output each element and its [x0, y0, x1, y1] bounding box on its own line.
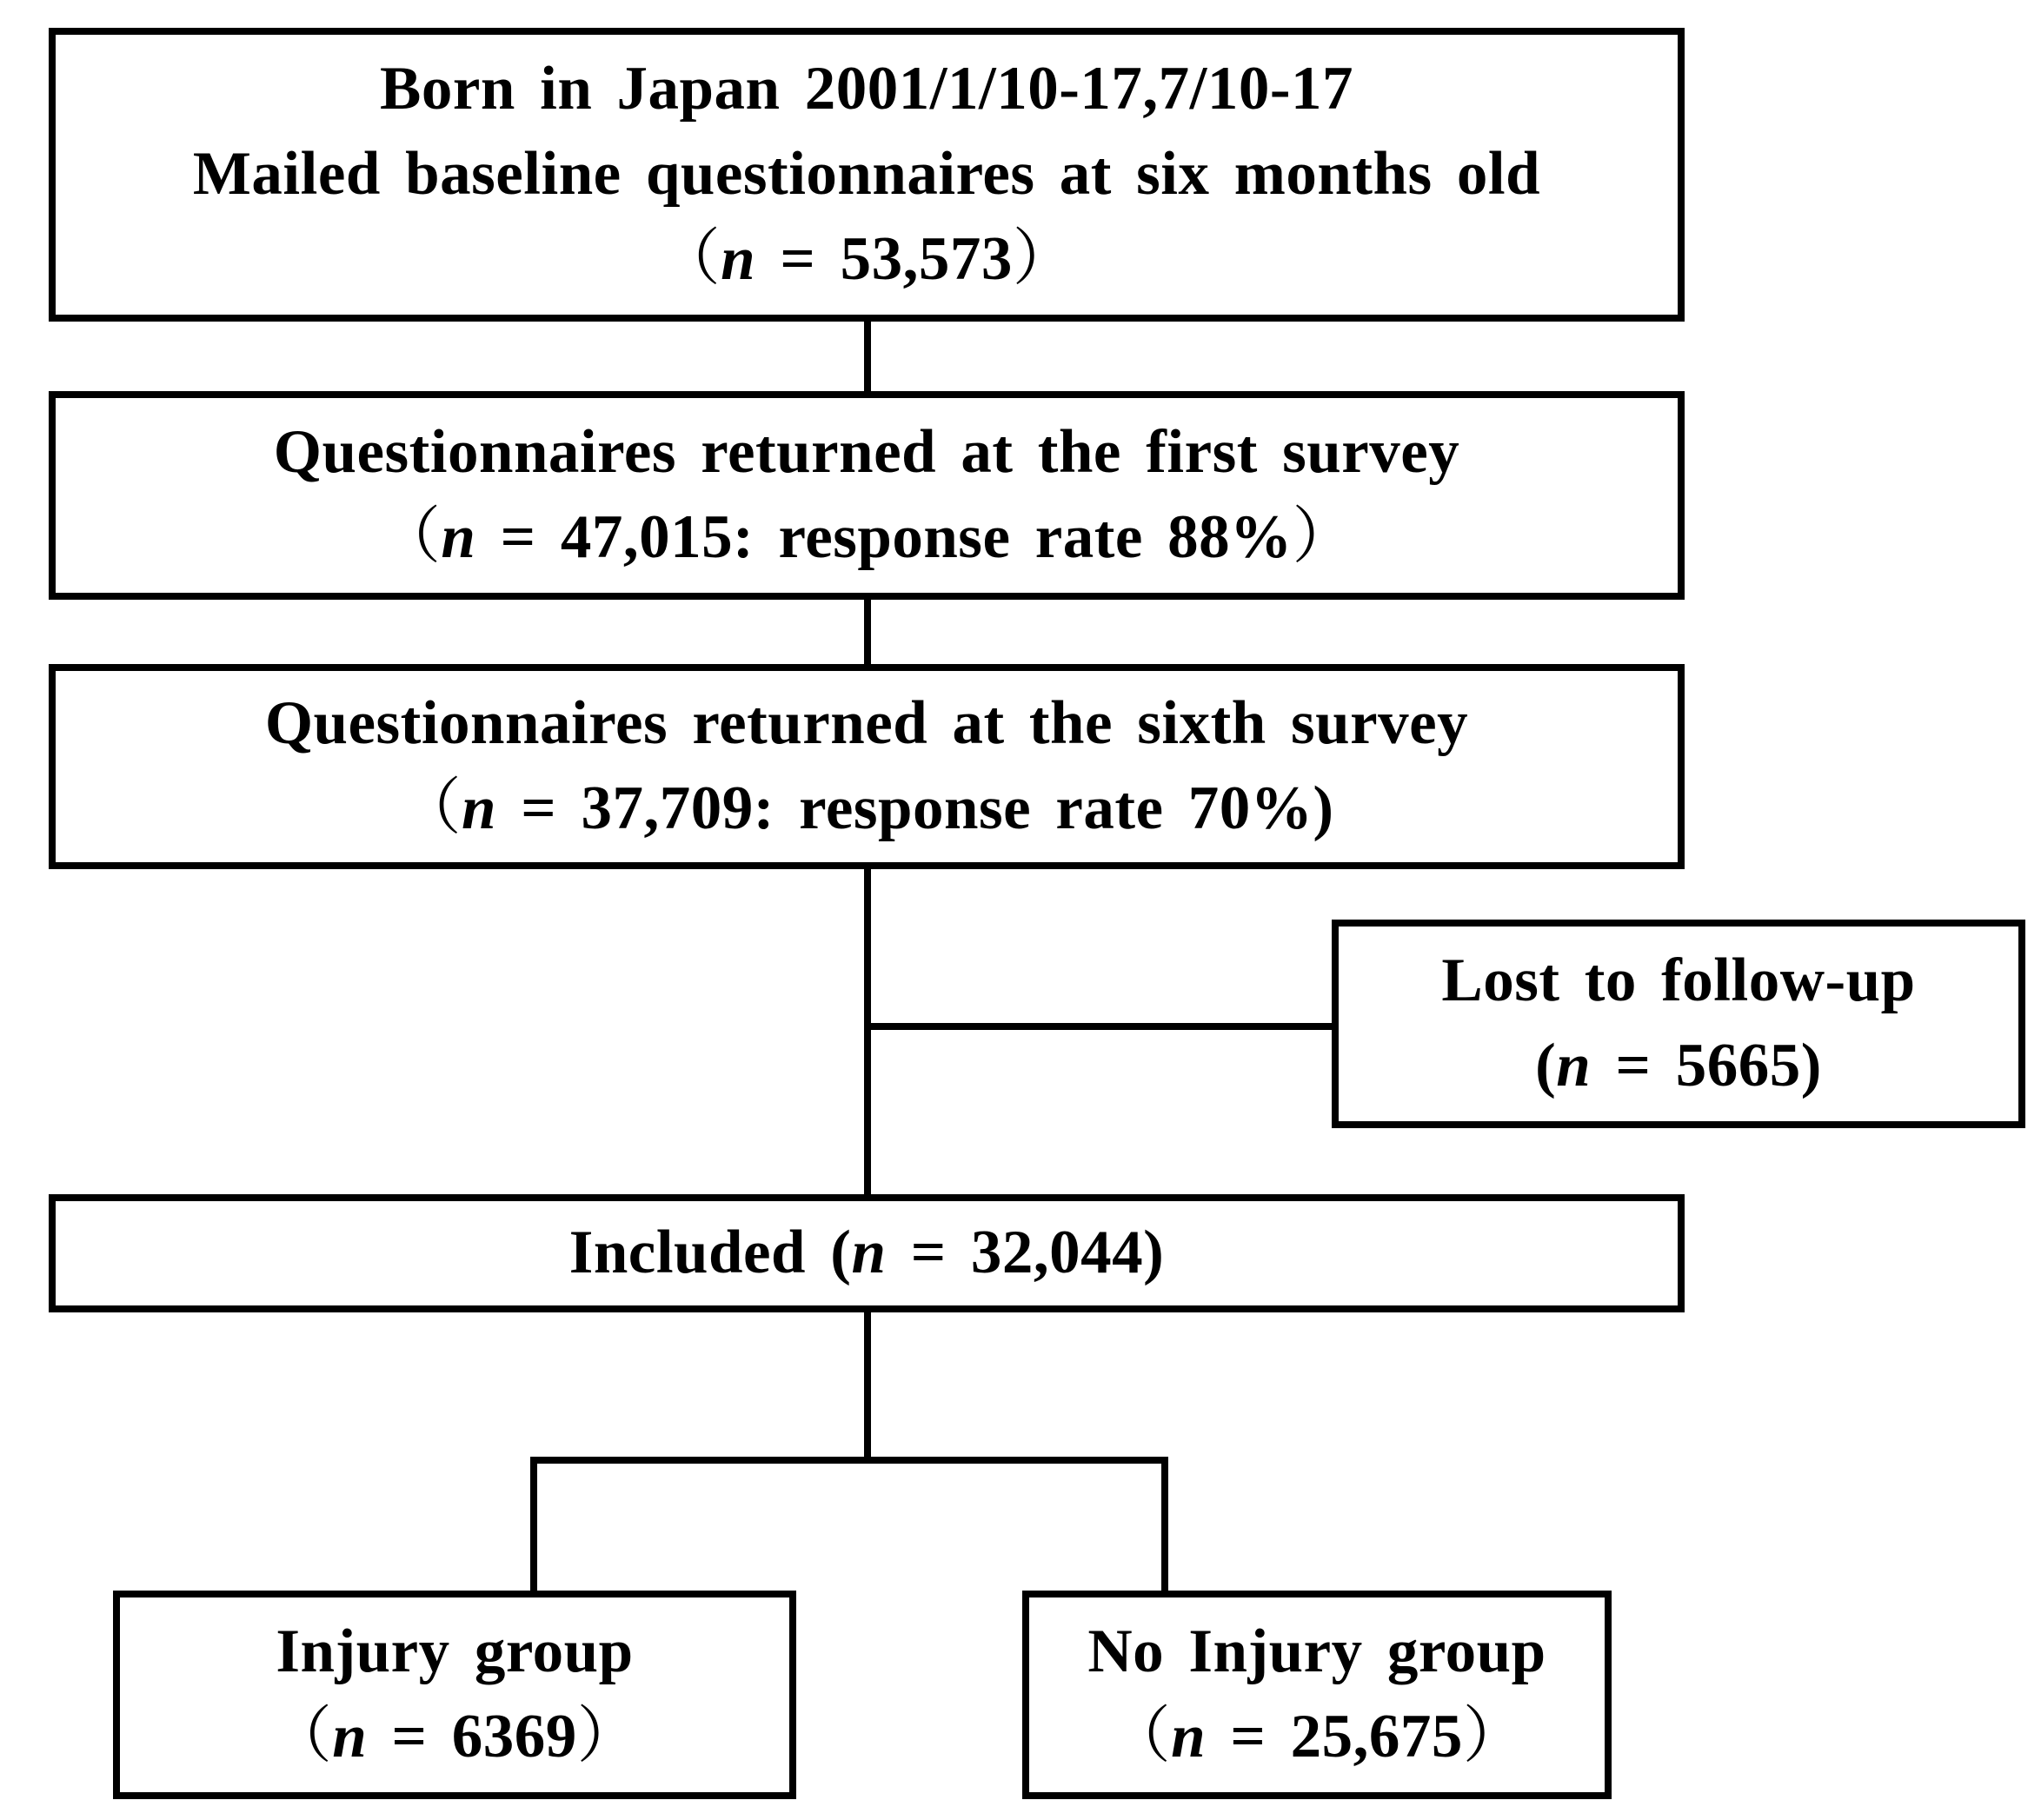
connector-split — [534, 1460, 1165, 1594]
lost-line-1: Lost to follow-up — [1441, 947, 1916, 1015]
included-label: Included — [568, 1219, 831, 1287]
lost-count: = 5665 — [1591, 1032, 1801, 1099]
born-line-3 — [659, 217, 1075, 302]
n-symbol: n — [441, 503, 476, 571]
open-paren: ( — [1535, 1032, 1557, 1099]
box-no-injury-group — [1022, 1591, 1612, 1799]
box-born-in-japan — [49, 28, 1685, 322]
box-sixth-survey — [49, 664, 1685, 869]
n-symbol: n — [1556, 1032, 1592, 1099]
sixth-survey-line-1: Questionnaires returned at the sixth survey — [264, 689, 1469, 758]
open-paren: （ — [399, 774, 462, 842]
n-symbol: n — [1171, 1703, 1207, 1770]
box-first-survey — [49, 391, 1685, 600]
box-lost-to-follow-up — [1332, 920, 2025, 1128]
close-paren: ) — [1800, 1032, 1822, 1099]
injury-line-2 — [270, 1695, 640, 1780]
injury-count: = 6369 — [367, 1703, 577, 1770]
injury-line-1: Injury group — [276, 1617, 634, 1686]
close-paren: ） — [1292, 503, 1355, 571]
included-count: = 32,044 — [886, 1219, 1144, 1287]
n-symbol: n — [851, 1219, 887, 1287]
born-line-1: Born in Japan 2001/1/10-17,7/10-17 — [379, 55, 1353, 123]
first-survey-line-2 — [379, 495, 1354, 581]
n-symbol: n — [462, 774, 497, 842]
box-injury-group — [113, 1591, 796, 1799]
open-paren: （ — [658, 224, 721, 293]
sixth-survey-count: = 37,709: response rate 70% — [496, 774, 1313, 842]
lost-line-2 — [1535, 1024, 1822, 1109]
first-survey-count: = 47,015: response rate 88% — [475, 503, 1293, 571]
open-paren: ( — [830, 1219, 852, 1287]
sixth-survey-line-2 — [400, 767, 1334, 852]
no-injury-line-1: No Injury group — [1087, 1617, 1546, 1686]
n-symbol: n — [721, 224, 756, 293]
close-paren: ) — [1313, 774, 1334, 842]
born-count: = 53,573 — [755, 224, 1013, 293]
close-paren: ） — [1462, 1703, 1526, 1770]
no-injury-line-2 — [1109, 1695, 1526, 1780]
included-line — [569, 1211, 1165, 1296]
no-injury-count: = 25,675 — [1206, 1703, 1463, 1770]
close-paren: ） — [1012, 224, 1075, 293]
first-survey-line-1: Questionnaires returned at the first survey — [273, 418, 1460, 487]
open-paren: （ — [1108, 1703, 1172, 1770]
box-included — [49, 1194, 1685, 1312]
n-symbol: n — [332, 1703, 368, 1770]
open-paren: （ — [378, 503, 442, 571]
close-paren: ) — [1143, 1219, 1165, 1287]
open-paren: （ — [269, 1703, 333, 1770]
born-line-2: Mailed baseline questionnaires at six months old — [192, 140, 1541, 209]
close-paren: ） — [576, 1703, 640, 1770]
